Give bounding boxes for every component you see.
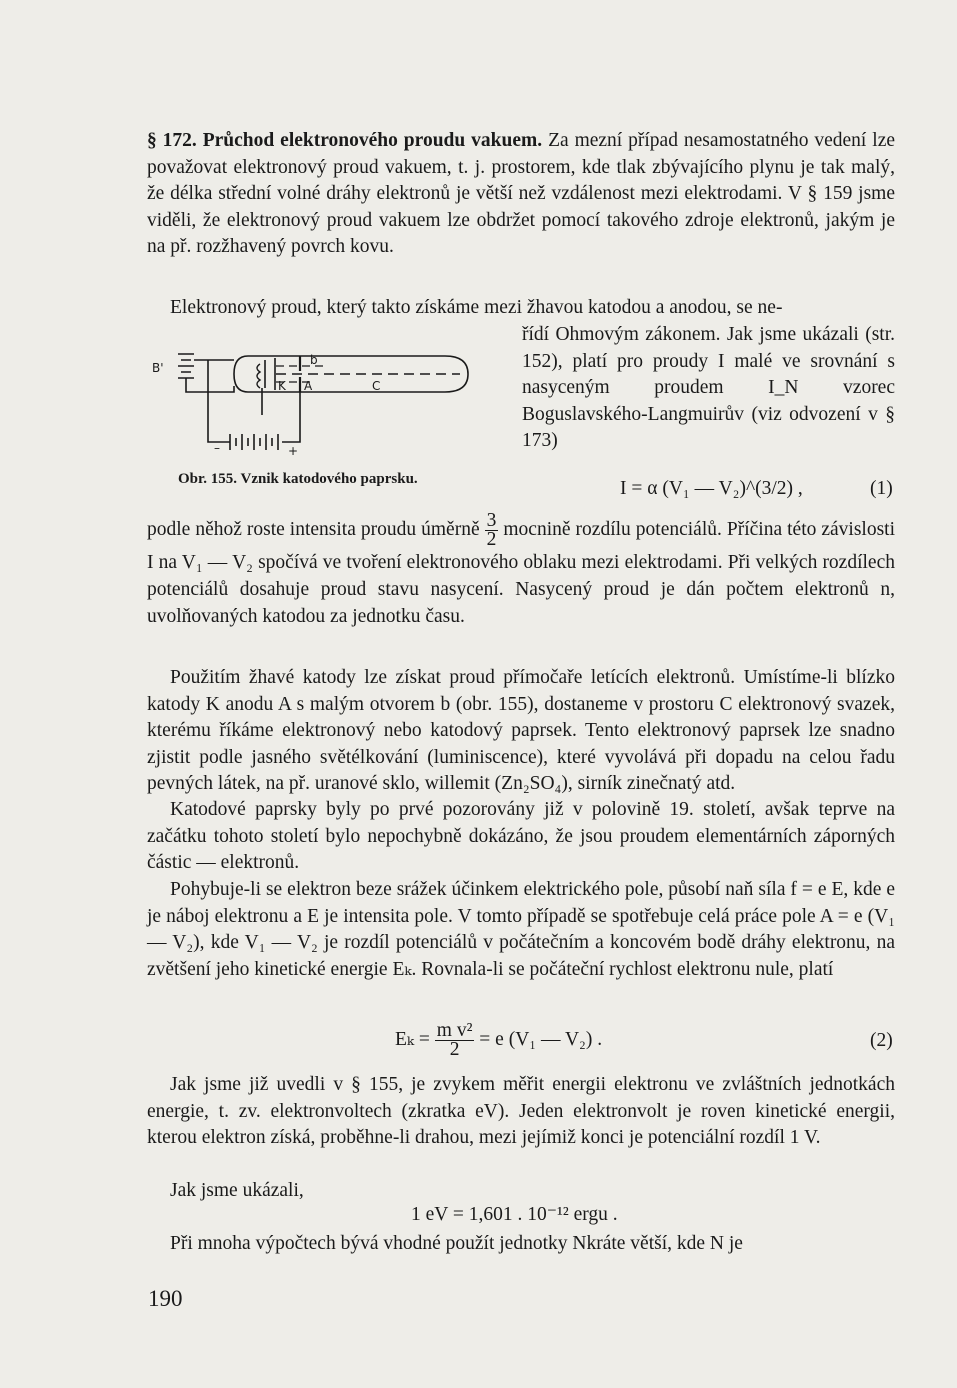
wrapped-paragraph: řídí Ohmovým zákonem. Jak jsme ukázali (str. 152), platí pro proudy I malé ve srovnání s nasyceným proudem I_N vzorec Boguslavského-Langmuirův (viz odvození v § 173) xyxy=(522,324,895,452)
figure-label-plus: + xyxy=(288,444,299,458)
figure-label-b-prime: B' xyxy=(152,361,164,375)
equation-1-number: (1) xyxy=(870,478,893,499)
paragraph-after-eq1 xyxy=(147,512,895,630)
paragraph-8: Jak jsme ukázali, xyxy=(170,1180,304,1201)
cathode-ray-tube-figure xyxy=(150,330,520,465)
page-number: 190 xyxy=(148,1286,183,1311)
paragraph-4: Použitím žhavé katody lze získat proud přímočaře letících elektronů. Umístíme-li blízko katody K anodu A s malým otvorem b (obr. 155), dostaneme v prostoru C elektronový svazek, kterému říkáme elektronový nebo katodový paprsek. Tento elektronový paprsek lze snadno zjistit podle jasného světélkování (luminiscence), které vyvolává při dopadu na celou řadu pevných látek, na př. uranové sklo, willemit (Zn₂SO₄), sirník zinečnatý atd. xyxy=(147,667,895,795)
section-172-paragraph xyxy=(147,128,895,261)
paragraph-first-line: Elektronový proud, který takto získáme mezi žhavou katodou a anodou, se ne- xyxy=(170,297,783,318)
figure-label-k: K xyxy=(278,379,286,393)
equation-2-number: (2) xyxy=(870,1030,893,1051)
section-heading: § 172. Průchod elektronového proudu vakuem. xyxy=(147,130,543,151)
text-part1: podle něhož roste intensita proudu úměrně xyxy=(147,518,480,540)
figure-label-a: A xyxy=(304,379,313,393)
text-part2: mocnině rozdílu potenciálů. Příčina této závislosti I na V₁ — V₂ spočívá ve tvoření elektronového oblaku mezi elektrodami. Při velkých rozdílech potenciálů dosahuje proud stavu nasycení. Nasycený proud je dán počtem elektronů n, uvolňovaných katodou za jednotku času. xyxy=(147,518,896,627)
fraction-mv2-over-2: $\frac{\text{m v²}}{2}$ xyxy=(436,1020,473,1060)
equation-2: Eₖ = $\frac{\text{m v²}}{2}$ = e (V₁ — V₂) . xyxy=(395,1020,603,1060)
tube-envelope xyxy=(234,356,468,392)
paragraph-5: Katodové paprsky byly po prvé pozorovány již v polovině 19. století, avšak teprve na začátku tohoto století bylo nepochybně dokázáno, že jsou proudem elementárních záporných částic — elektronů. xyxy=(147,799,895,874)
equation-3: 1 eV = 1,601 . 10⁻¹² ergu . xyxy=(411,1204,618,1225)
figure-label-b: b xyxy=(310,353,318,367)
paragraph-7: Jak jsme již uvedli v § 155, je zvykem měřit energii elektronu ve zvláštních jednotkách energie, t. zv. elektronvoltech (zkratka eV). Jeden elektronvolt je roven kinetické energii, kterou elektron získá, proběhne-li drahou, mezi jejímiž konci je potenciální rozdíl 1 V. xyxy=(147,1074,895,1149)
equation-1: I = α (V₁ — V₂)^(3/2) , xyxy=(620,478,803,499)
figure-label-minus: – xyxy=(214,441,220,455)
fraction-three-halves: $\frac{3}{2}$ xyxy=(486,510,497,550)
figure-caption: Obr. 155. Vznik katodového paprsku. xyxy=(178,471,418,487)
section-intro: Za mezní případ nesamostatného vedení lze považovat elektronový proud vakuem, t. j. prostorem, kde tlak zbývajícího plynu je tak malý, že délka střední volné dráhy elektronů je větší než vzdálenost mezi elektrodami. V § 159 jsme viděli, že elektronový proud vakuem lze obdržet pomocí takového zdroje elektronů, jakým je na př. rozžhavený povrch kovu. xyxy=(147,130,896,258)
paragraph-9: Při mnoha výpočtech bývá vhodné použít jednotky Nkráte větší, kde N je xyxy=(170,1233,743,1254)
paragraph-6: Pohybuje-li se elektron beze srážek účinkem elektrického pole, působí naň síla f = e E, kde e je náboj elektronu a E je intensita pole. V tomto případě se spotřebuje celá práce pole A = e (V₁ — V₂), kde V₁ — V₂ je rozdíl potenciálů v počátečním a koncovém bodě dráhy elektronu, na zvětšení jeho kinetické energie Eₖ. Rovnala-li se počáteční rychlost elektronu nule, platí xyxy=(147,879,895,980)
figure-label-c: C xyxy=(372,379,381,393)
